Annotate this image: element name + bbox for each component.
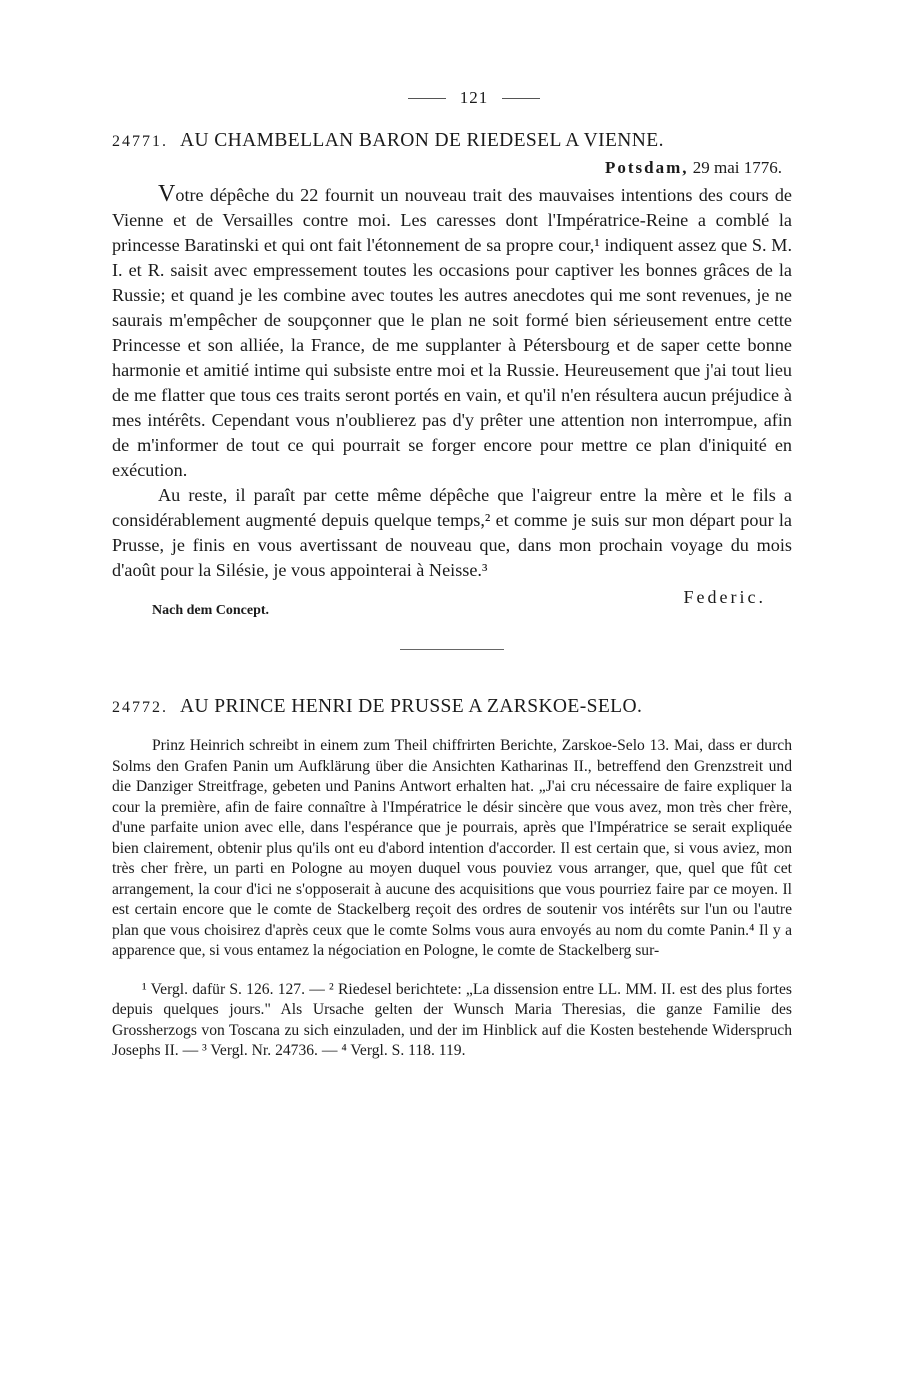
- letter-dateline: [112, 158, 782, 178]
- letter-closing: [112, 583, 792, 623]
- dateline-date: 29 mai 1776.: [692, 158, 782, 177]
- letter-title: AU PRINCE HENRI DE PRUSSE A ZARSKOE-SELO.: [180, 696, 643, 717]
- page-number: 121: [459, 88, 489, 107]
- dateline-place: Potsdam,: [604, 158, 689, 177]
- footnotes: ¹ Vergl. dafür S. 126. 127. — ² Riedesel berichtete: „La dissension entre LL. MM. II. est des plus fortes depuis quelques jours." Als Ursache gelten der Wunsch Maria Theresias, die ganze Familie des Grossherzogs von Toscana zu sich einzuladen, und der im Hinblick auf die Kosten bestehende Widerspruch Josephs II. — ³ Vergl. Nr. 24736. — ⁴ Vergl. S. 118. 119.: [112, 980, 792, 1059]
- section-divider: [400, 649, 504, 650]
- paragraph-initial: V: [158, 181, 176, 207]
- letter-paragraph-2: Au reste, il paraît par cette même dépêche que l'aigreur entre la mère et le fils a considérablement augmenté depuis quelque temps,² et comme je suis sur mon départ pour la Prusse, je finis en vous avertissant de nouveau que, dans mon prochain voyage du mois d'août pour la Silésie, je vous appointerai à Neisse.³: [112, 485, 792, 580]
- signature: Federic.: [683, 587, 766, 607]
- letter-heading-24772: [112, 696, 792, 718]
- letter-number: 24771.: [112, 133, 168, 150]
- header-rule-left: [408, 98, 446, 99]
- page-header: [156, 80, 792, 116]
- letter-number: 24772.: [112, 699, 168, 716]
- letter-heading-24771: [112, 130, 792, 152]
- header-rule-right: [502, 98, 540, 99]
- document-page: [112, 80, 792, 1062]
- editorial-summary: Prinz Heinrich schreibt in einem zum Theil chiffrirten Berichte, Zarskoe-Selo 13. Mai, dass er durch Solms den Grafen Panin um Aufklärung über die Ansichten Katharinas II., betreffend den Grenzstreit und die Danziger Streitfrage, gebeten und Panins Antwort erhalten hat. „J'ai cru nécessaire de faire expliquer la cour la première, afin de faire connaître à l'Impératrice le désir sincère que vous avez, mon très cher frère, d'une parfaite union avec elle, dans l'espérance que je pourrais, après que l'Impératrice se serait expliquée bien clairement, obtenir plus qu'ils ont eu d'abord intention d'accorder. Il est certain que, si vous aviez, mon très cher frère, un parti en Pologne au moyen duquel vous pouviez vous arranger, que, quel que fût cet arrangement, la cour d'ici ne s'opposerait à aucune des acquisitions que vous pourriez faire par ce moyen. Il est certain encore que le comte de Stackelberg reçoit des ordres de soutenir vos intérêts sur l'un ou l'autre plan que vous choisirez d'après ceux que le comte Solms vous aura envoyés au nom du comte Panin.⁴ Il y a apparence que, si vous entamez la négociation en Pologne, le comte de Stackelberg sur-: [112, 737, 792, 959]
- letter-title: AU CHAMBELLAN BARON DE RIEDESEL A VIENNE.: [180, 130, 664, 151]
- paragraph-text: otre dépêche du 22 fournit un nouveau trait des mauvaises intentions des cours de Vienne et de Versailles contre moi. Les caresses dont l'Impératrice-Reine a comblé la princesse Baratinski et qui ont fait l'étonnement de sa propre cour,¹ indiquent assez que S. M. I. et R. saisit avec empressement toutes les occasions pour captiver les bonnes grâces de la Russie; et quand je les combine avec toutes les autres anecdotes qui me sont revenues, je ne saurais m'empêcher de soupçonner que le plan ne soit formé bien sérieusement entre cette Princesse et son alliée, la France, de me supplanter à Pétersbourg et de saper cette bonne harmonie et amitié intime qui subsiste entre moi et la Russie. Heureusement que j'ai tout lieu de me flatter que tous ces traits seront portés en vain, et qu'il n'en résultera aucun préjudice à mes intérêts. Cependant vous n'oublierez pas d'y prêter une attention non interrompue, afin de m'informer de tout ce qui pourrait se forger encore pour mettre ce plan d'iniquité en exécution.: [112, 185, 792, 480]
- letter-paragraph-1: [112, 182, 792, 483]
- source-note: Nach dem Concept.: [152, 603, 270, 618]
